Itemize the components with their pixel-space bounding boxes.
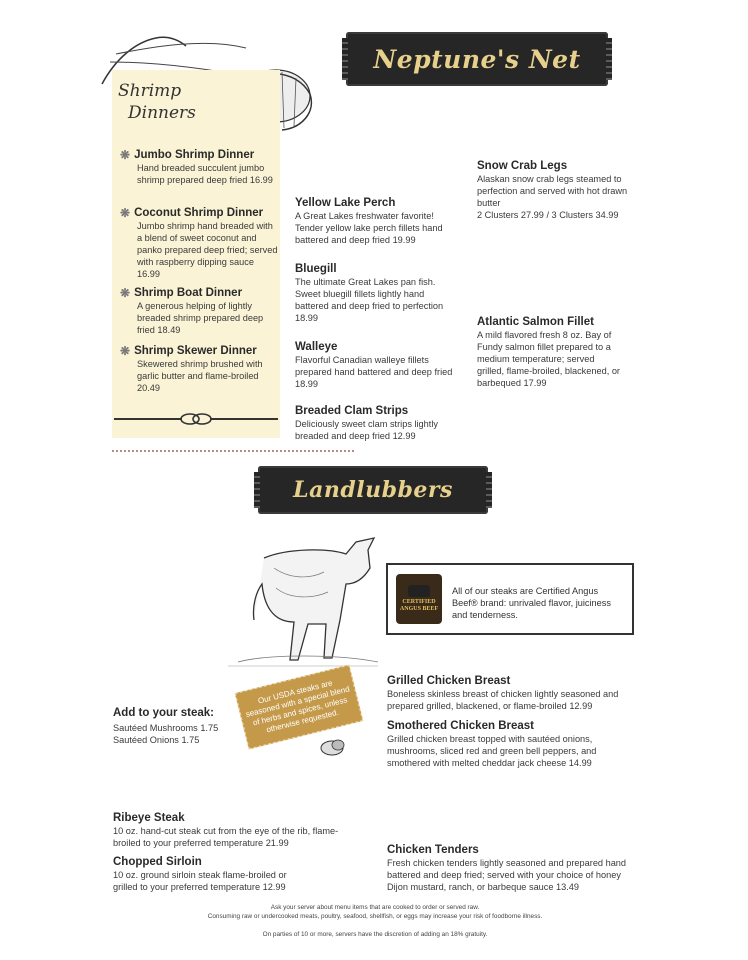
item-desc: Flavorful Canadian walleye fillets prepared hand battered and deep fried 18.99 [295,355,453,389]
item-name: Smothered Chicken Breast [387,720,534,732]
star-icon: ❋ [120,344,131,358]
addon-item: Sautéed Onions 1.75 [113,735,200,745]
banner-title: Landlubbers [293,477,453,503]
certified-angus-badge [396,574,442,624]
garlic-icon [318,736,348,756]
cow-illustration [228,528,378,668]
item-desc: The ultimate Great Lakes pan fish. Sweet bluegill fillets lightly hand battered and deep fried to perfection 18.99 [295,277,444,323]
menu-item [113,811,343,849]
menu-item [295,196,455,246]
item-desc: Grilled chicken breast topped with sautéed onions, mushrooms, sliced red and green bell peppers, and smothered with melted cheddar jack cheese 14.99 [387,734,597,768]
menu-item [387,674,637,712]
menu-item [120,206,278,280]
item-desc: Deliciously sweet clam strips lightly breaded and deep fried 12.99 [295,419,438,441]
rope-knot-divider [114,412,278,426]
menu-item [387,843,637,893]
banner-title: Neptune's Net [373,44,581,74]
item-desc: A Great Lakes freshwater favorite! Tender yellow lake perch fillets hand battered and deep fried 19.99 [295,211,443,245]
item-desc: A mild flavored fresh 8 oz. Bay of Fundy salmon fillet prepared to a medium temperature; served grilled, flame-broiled, blackened, or barbequed 17.99 [477,330,620,388]
star-icon: ❋ [120,206,131,220]
star-icon: ❋ [120,148,131,162]
shrimp-title-line1: Shrimp [118,81,182,101]
item-price: 2 Clusters 27.99 / 3 Clusters 34.99 [477,210,619,220]
item-name: Bluegill [295,263,337,275]
landlubbers-banner [258,466,488,514]
footer-line1: Ask your server about menu items that are cooked to order or served raw. [270,904,480,911]
neptunes-net-banner [346,32,608,86]
item-name: Walleye [295,341,338,353]
item-desc: Alaskan snow crab legs steamed to perfection and served with hot drawn butter [477,174,628,208]
menu-item [120,148,278,186]
menu-item [295,262,455,324]
menu-item [120,286,278,336]
item-name: Shrimp Boat Dinner [134,287,243,299]
item-desc: 10 oz. ground sirloin steak flame-broiled or grilled to your preferred temperature 12.99 [113,870,287,892]
footer-notice [120,903,630,921]
item-desc: Jumbo shrimp hand breaded with a blend of sweet coconut and panko prepared deep fried; served with raspberry dipping sauce 16.99 [137,221,278,279]
badge-line1: CERTIFIED [402,599,436,605]
gratuity-notice [120,930,630,939]
menu-item [113,855,313,893]
steak-notice-text: All of our steaks are Certified Angus Beef® brand: unrivaled flavor, juiciness and tenderness. [452,586,611,620]
item-name: Yellow Lake Perch [295,197,396,209]
menu-item [477,159,633,221]
menu-item [120,344,278,394]
item-name: Chopped Sirloin [113,856,202,868]
item-name: Jumbo Shrimp Dinner [134,149,255,161]
item-name: Atlantic Salmon Fillet [477,316,594,328]
addons-title: Add to your steak: [113,707,214,719]
shrimp-title-line2: Dinners [128,103,196,123]
menu-item [295,340,455,390]
addon-item: Sautéed Mushrooms 1.75 [113,723,219,733]
star-icon: ❋ [120,286,131,300]
footer-line3: On parties of 10 or more, servers have the discretion of adding an 18% gratuity. [262,931,488,938]
menu-item [295,404,455,442]
addons-section [113,706,243,746]
usda-steak-tag: Our USDA steaks are seasoned with a special blend of herbs and spices, unless otherwise requested. [235,665,364,750]
menu-item [477,315,622,389]
badge-line2: ANGUS BEEF [399,606,439,612]
item-name: Ribeye Steak [113,812,185,824]
item-desc: 10 oz. hand-cut steak cut from the eye of the rib, flame-broiled to your preferred temperature 21.99 [113,826,339,848]
item-desc: Hand breaded succulent jumbo shrimp prepared deep fried 16.99 [137,163,273,185]
menu-item [387,719,637,769]
item-desc: Fresh chicken tenders lightly seasoned and prepared hand battered and deep fried; served with your choice of honey Dijon mustard, ranch, or barbeque sauce 13.49 [387,858,627,892]
item-name: Shrimp Skewer Dinner [134,345,257,357]
item-name: Coconut Shrimp Dinner [134,207,264,219]
dotted-divider [112,450,354,452]
item-name: Grilled Chicken Breast [387,675,511,687]
item-name: Breaded Clam Strips [295,405,409,417]
shrimp-dinners-title [118,80,196,124]
item-name: Snow Crab Legs [477,160,568,172]
item-name: Chicken Tenders [387,844,479,856]
item-desc: Skewered shrimp brushed with garlic butter and flame-broiled 20.49 [137,359,263,393]
item-desc: Boneless skinless breast of chicken lightly seasoned and prepared grilled, blackened, or flame-broiled 12.99 [387,689,619,711]
cow-icon [408,585,430,597]
item-desc: A generous helping of lightly breaded shrimp prepared deep fried 18.49 [137,301,264,335]
footer-line2: Consuming raw or undercooked meats, poultry, seafood, shellfish, or eggs may increase your risk of foodborne illness. [207,913,543,920]
